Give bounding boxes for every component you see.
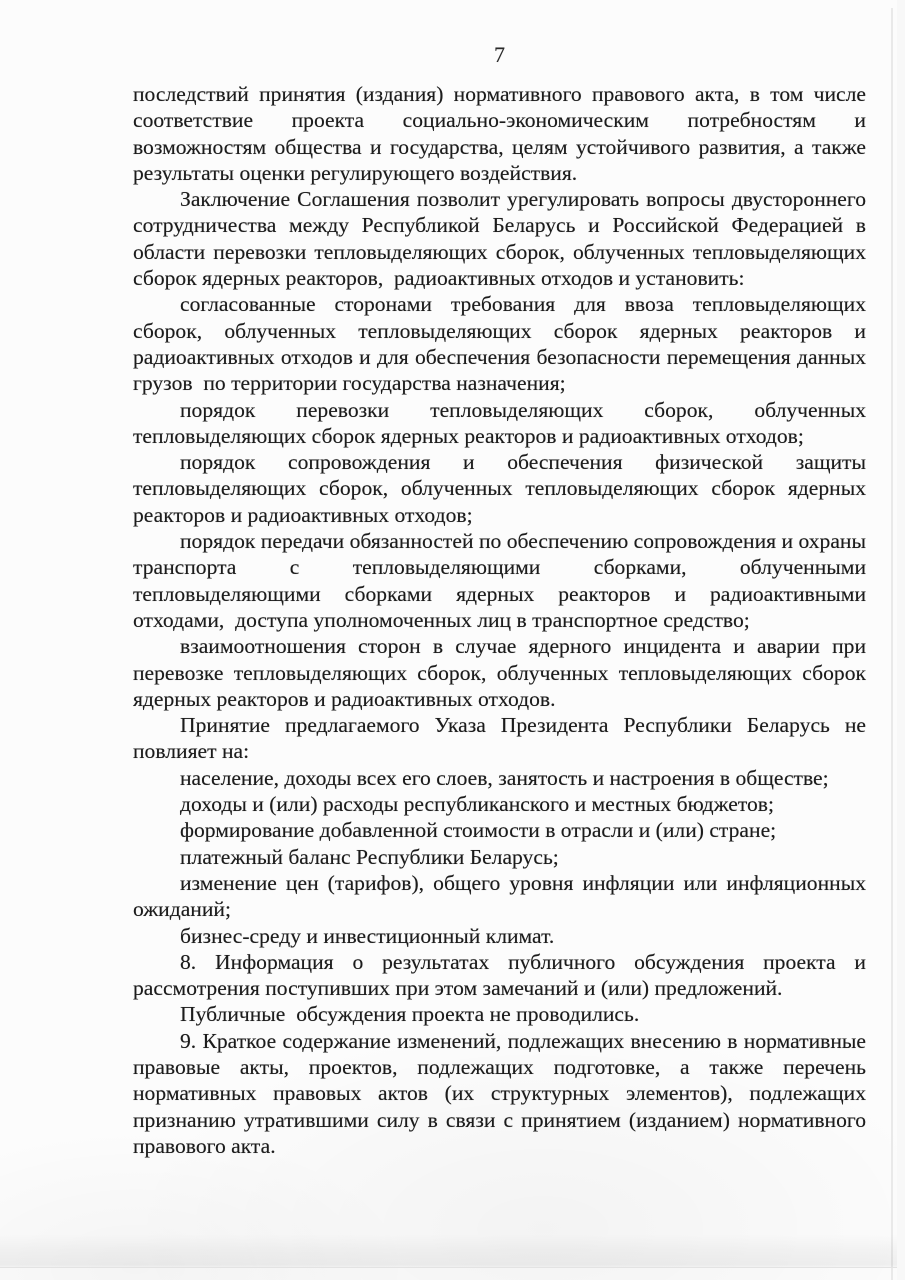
paragraph: Заключение Соглашения позволит урегулировать вопросы двустороннего сотрудничества между Республикой Беларусь и Российской Федерацией в области перевозки тепловыделяющих сборок, облученных тепловыделяющих сборок ядерных реакторов, радиоактивных отходов и установить: <box>133 187 866 291</box>
document-body <box>133 81 866 1159</box>
paragraph: порядок сопровождения и обеспечения физической защиты тепловыделяющих сборок, облученных тепловыделяющих сборок ядерных реакторов и радиоактивных отходов; <box>133 450 866 527</box>
paragraph: согласованные сторонами требования для ввоза тепловыделяющих сборок, облученных тепловыделяющих сборок ядерных реакторов и радиоактивных отходов и для обеспечения безопасности перемещения данных грузов по территории государства назначения; <box>133 292 866 396</box>
scan-bottom-shadow-artifact <box>0 1234 897 1268</box>
paragraph: бизнес-среду и инвестиционный климат. <box>180 923 555 948</box>
paragraph: взаимоотношения сторон в случае ядерного инцидента и аварии при перевозке тепловыделяющих сборок, облученных тепловыделяющих сборок ядерных реакторов и радиоактивных отходов. <box>133 634 866 711</box>
paragraph: платежный баланс Республики Беларусь; <box>180 844 559 869</box>
scan-right-margin-artifact <box>897 0 905 1280</box>
paragraph: Публичные обсуждения проекта не проводились. <box>180 1002 640 1027</box>
paragraph: порядок перевозки тепловыделяющих сборок, облученных тепловыделяющих сборок ядерных реакторов и радиоактивных отходов; <box>133 397 866 448</box>
paragraph: 8. Информация о результатах публичного обсуждения проекта и рассмотрения поступивших при этом замечаний и (или) предложений. <box>133 949 866 1001</box>
paragraph: изменение цен (тарифов), общего уровня инфляции или инфляционных ожиданий; <box>133 870 866 922</box>
paragraph: последствий принятия (издания) нормативного правового акта, в том числе соответствие проекта социально-экономическим потребностям и возможностям общества и государства, целям устойчивого развития, а также результаты оценки регулирующего воздействия. <box>133 82 866 185</box>
paragraph: доходы и (или) расходы республиканского и местных бюджетов; <box>180 792 774 817</box>
paragraph: Принятие предлагаемого Указа Президента Республики Беларусь не повлияет на: <box>133 713 866 764</box>
paragraph: порядок передачи обязанностей по обеспечению сопровождения и охраны транспорта с тепловыделяющими сборками, облученными тепловыделяющими сборками ядерных реакторов и радиоактивными отходами, доступа уполномоченных лиц в транспортное средство; <box>133 529 866 632</box>
scan-right-edge-artifact <box>891 8 893 1280</box>
paragraph: формирование добавленной стоимости в отрасли и (или) стране; <box>180 818 777 843</box>
page-number: 7 <box>494 42 505 67</box>
paragraph: 9. Краткое содержание изменений, подлежащих внесению в нормативные правовые акты, проектов, подлежащих подготовке, а также перечень нормативных правовых актов (их структурных элементов), подлежащих признанию утратившими силу в связи с принятием (изданием) нормативного правового акта. <box>133 1028 866 1158</box>
scan-bottom-edge-line <box>0 1267 897 1268</box>
paragraph: население, доходы всех его слоев, занятость и настроения в обществе; <box>180 765 829 790</box>
